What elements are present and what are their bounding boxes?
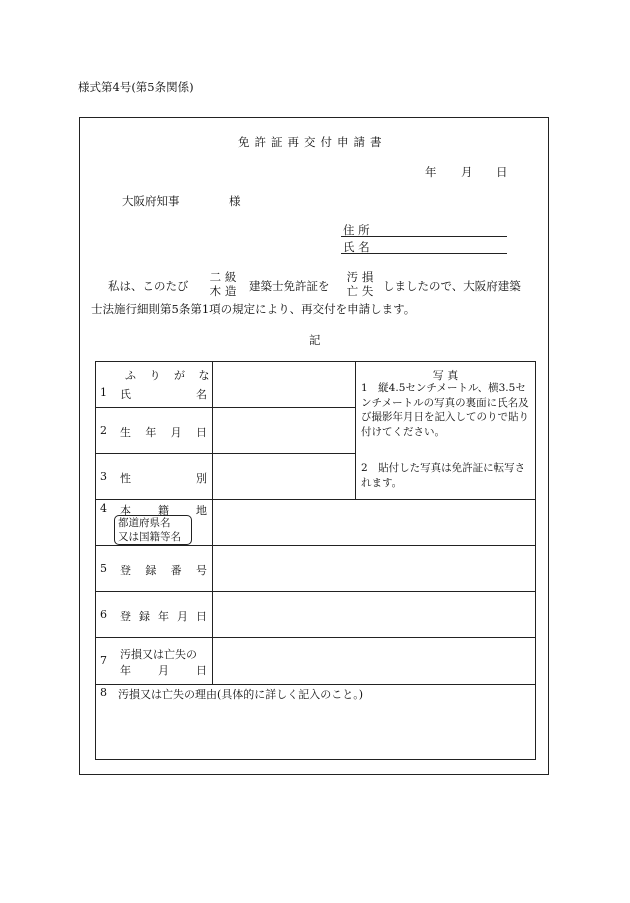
grade-option-top: 二 級 xyxy=(209,270,237,284)
row4-sub-nationality: 又は国籍等名 xyxy=(118,531,181,543)
row3-number: 3 xyxy=(100,470,107,483)
row-divider-6 xyxy=(95,637,536,638)
row-divider-7 xyxy=(95,684,536,685)
row-divider-5 xyxy=(95,591,536,592)
row-divider-4 xyxy=(95,545,536,546)
cause-option-top: 汚 損 xyxy=(346,270,374,284)
form-label: 様式第4号(第5条関係) xyxy=(78,80,194,94)
cause-option-bottom: 亡 失 xyxy=(346,284,374,298)
statement-part2: 建築士免許証を xyxy=(249,279,330,293)
row3-label: 性 別 xyxy=(120,472,207,485)
photo-note-2: 2 貼付した写真は免許証に転写されます。 xyxy=(361,462,526,489)
date-year-label: 年 xyxy=(425,165,437,179)
row4-number: 4 xyxy=(100,502,107,515)
row2-number: 2 xyxy=(100,424,107,437)
cause-choice xyxy=(343,270,377,298)
date-day-label: 日 xyxy=(496,165,508,179)
row-divider-1 xyxy=(95,407,355,408)
form-title: 免許証再交付申請書 xyxy=(238,135,387,149)
row1-label: 氏 名 xyxy=(120,388,207,401)
photo-note-1: 1 縦4.5センチメートル、横3.5センチメートルの写真の裏面に氏名及び撮影年月日を記入してのりで貼り付けてください。 xyxy=(361,382,529,438)
row4-sub-prefecture: 都道府県名 xyxy=(118,517,171,529)
name-underline xyxy=(341,253,507,254)
address-underline xyxy=(341,236,507,237)
label-column-divider xyxy=(212,361,213,684)
grade-option-bottom: 木 造 xyxy=(209,284,237,298)
grade-choice xyxy=(206,270,240,298)
row1-furigana: ふ り が な xyxy=(125,369,215,382)
statement-part1: 私は、このたび xyxy=(108,279,189,293)
statement-part3: しましたので、大阪府建築 xyxy=(383,279,521,293)
date-month-label: 月 xyxy=(461,165,473,179)
row-divider-3 xyxy=(95,499,536,500)
photo-title: 写 真 xyxy=(432,369,459,382)
name-label: 氏 名 xyxy=(343,240,370,254)
row7-number: 7 xyxy=(100,654,107,667)
address-label: 住 所 xyxy=(343,223,370,237)
row7-label-line2: 年 月 日 xyxy=(120,664,207,677)
row2-label: 生 年 月 日 xyxy=(120,426,207,439)
row8-label: 汚損又は亡失の理由(具体的に詳しく記入のこと。) xyxy=(118,688,364,701)
row7-label-line1: 汚損又は亡失の xyxy=(120,648,197,661)
statement-line2: 士法施行細則第5条第1項の規定により、再交付を申請します。 xyxy=(91,302,416,316)
row6-label: 登 録 年 月 日 xyxy=(120,610,207,623)
row5-number: 5 xyxy=(100,562,107,575)
row8-number: 8 xyxy=(100,686,107,699)
row4-label: 本 籍 地 xyxy=(120,504,207,517)
row1-number: 1 xyxy=(100,386,107,399)
ki-heading: 記 xyxy=(309,333,321,347)
row-divider-2 xyxy=(95,453,355,454)
row5-label: 登 録 番 号 xyxy=(120,564,207,577)
addressee-honorific: 様 xyxy=(229,194,241,208)
addressee-name: 大阪府知事 xyxy=(122,194,180,208)
row6-number: 6 xyxy=(100,608,107,621)
